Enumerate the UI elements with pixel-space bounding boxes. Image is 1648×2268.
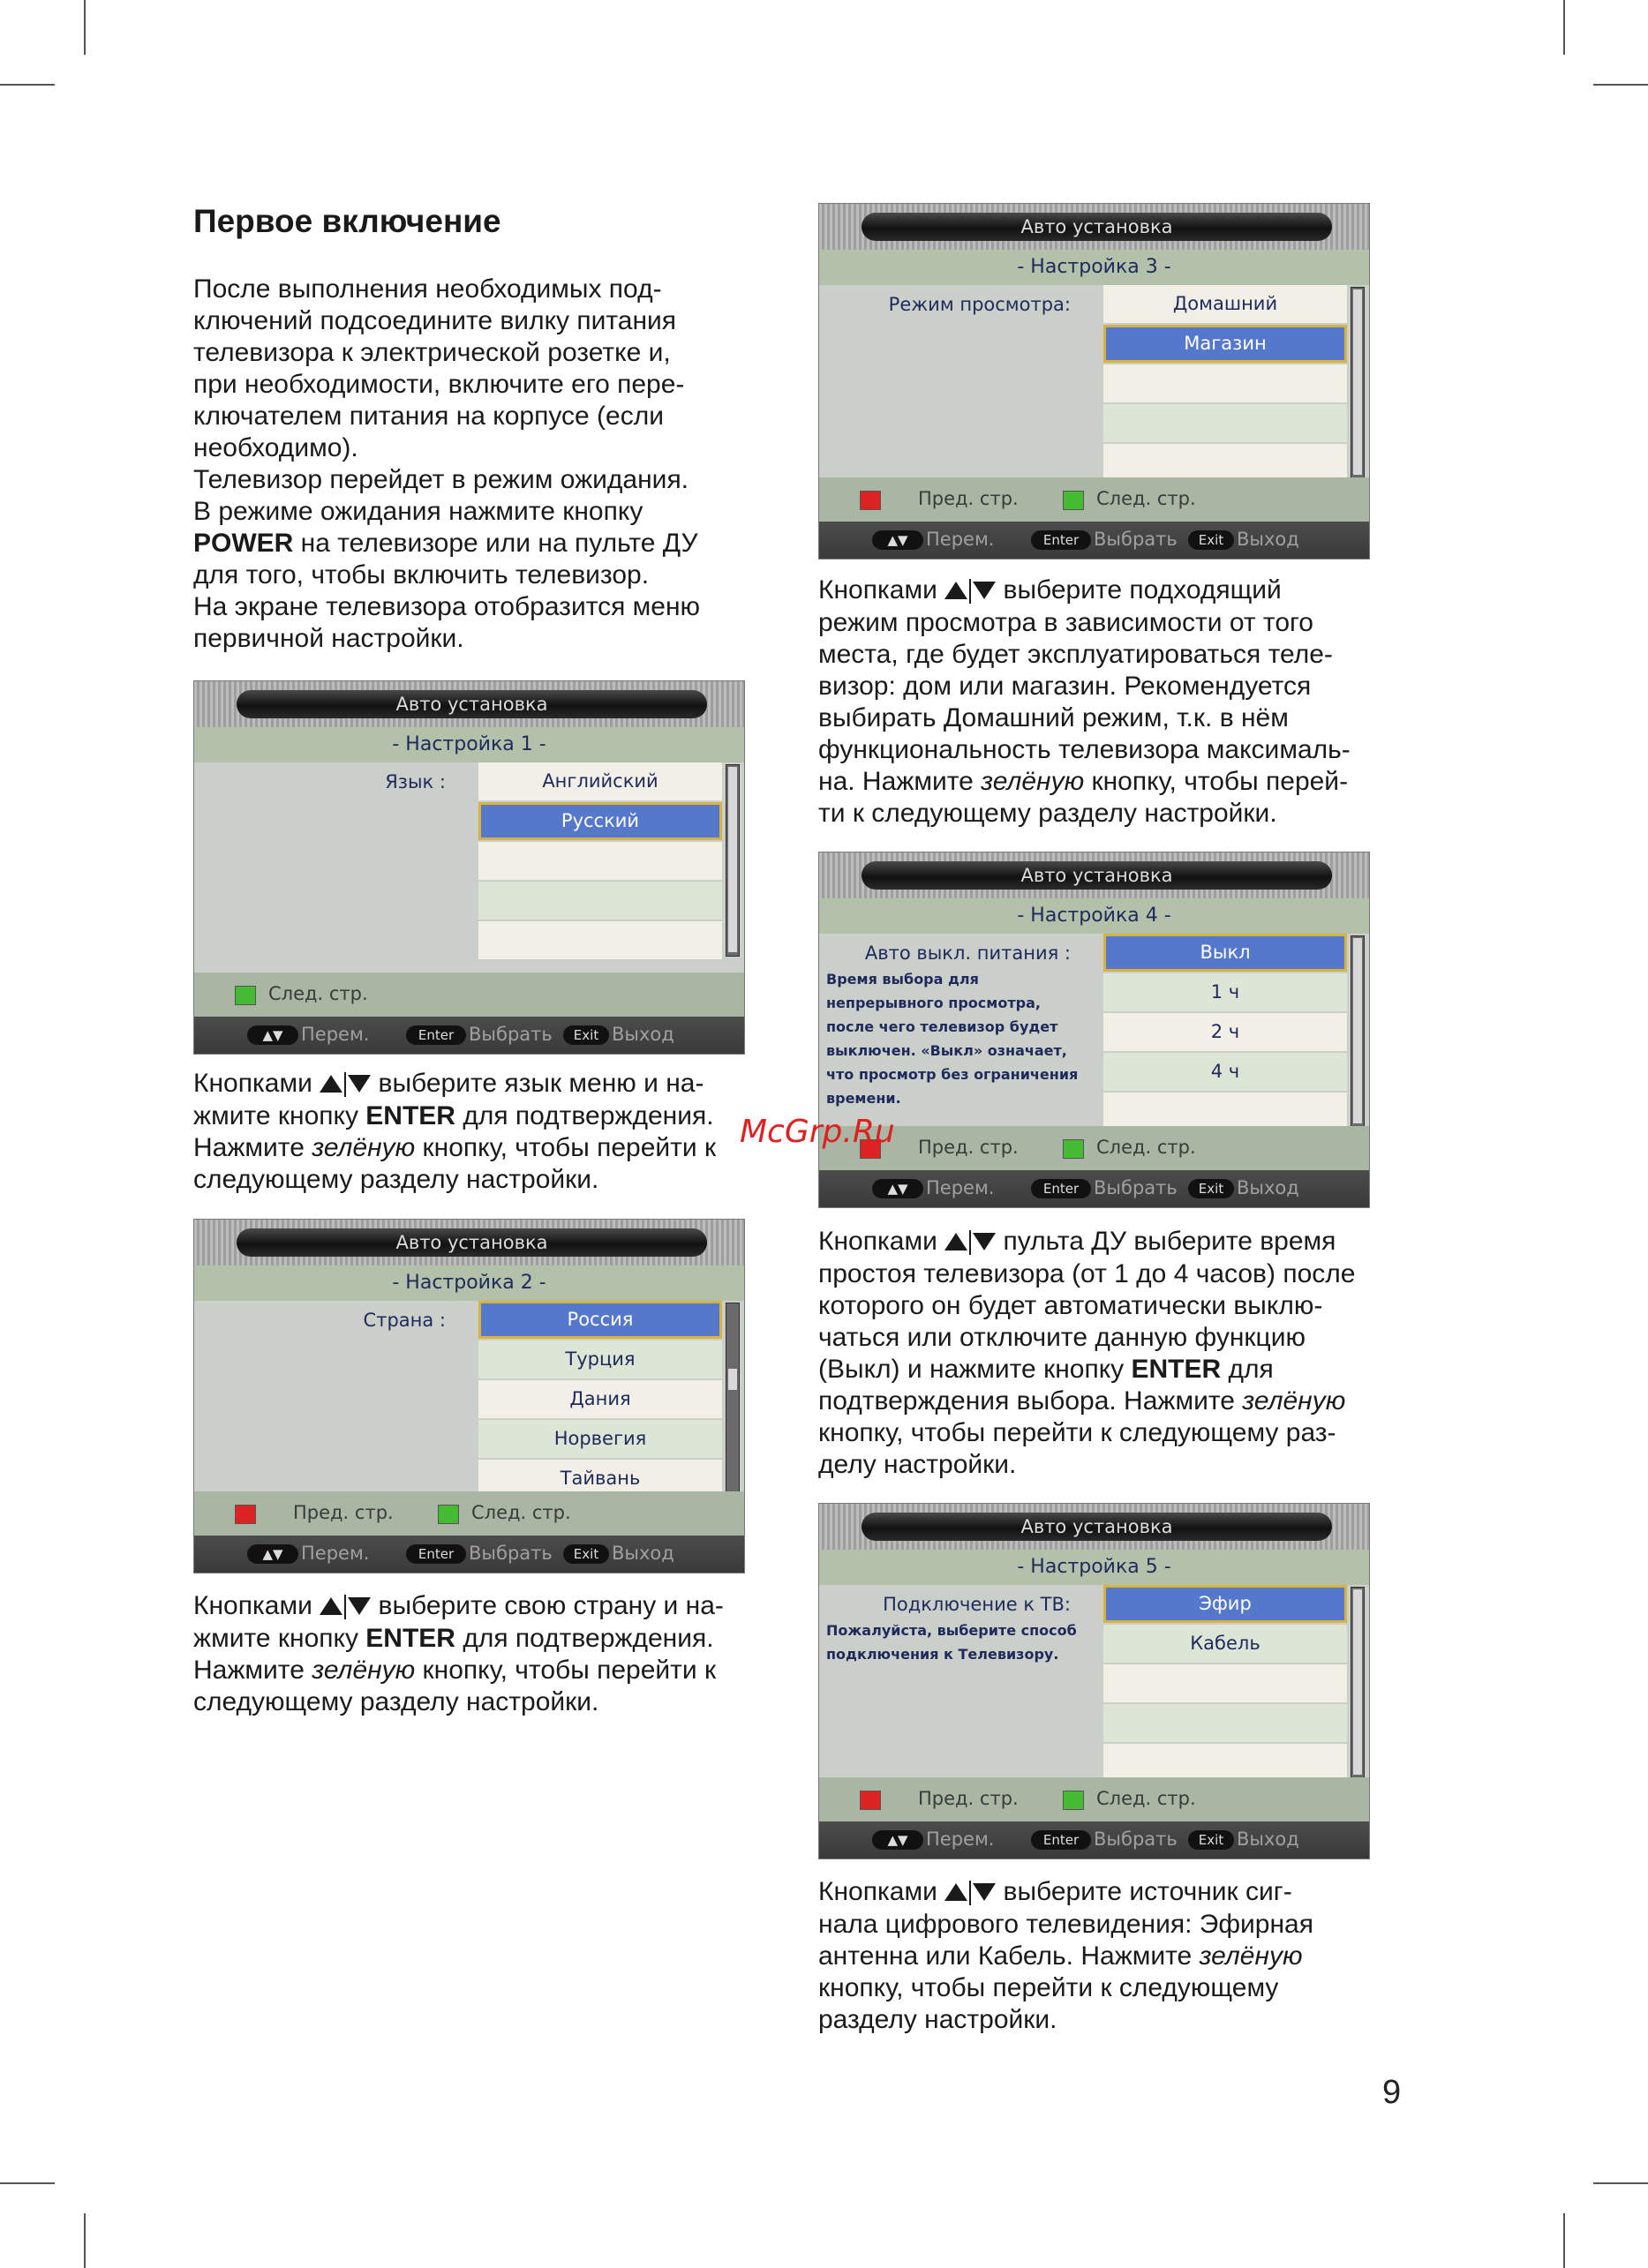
screen-subtitle: - Настройка 1 -: [194, 727, 744, 762]
text-line: [818, 607, 1351, 639]
option-item[interactable]: Кабель: [1103, 1625, 1347, 1663]
red-key-icon: [860, 1791, 881, 1810]
select-hint-label: Выбрать: [469, 1543, 553, 1564]
control-hint-bar: [819, 1170, 1369, 1207]
text-segment: простоя телевизора (от 1 до 4 часов) после: [818, 1259, 1356, 1288]
text-line: [193, 1686, 724, 1718]
next-page-label: След. стр.: [1096, 1137, 1196, 1158]
enter-key-icon: Enter: [406, 1025, 466, 1045]
option-label: Авто выкл. питания :: [864, 942, 1071, 964]
scrollbar[interactable]: [726, 764, 740, 957]
setup-screen-4: [818, 852, 1370, 1208]
text-line: [193, 401, 700, 432]
description-line: времени.: [826, 1090, 901, 1107]
arrow-keys-icon: ▲▼: [247, 1544, 298, 1564]
text-segment: для подтверждения.: [455, 1624, 714, 1653]
control-hint-bar: [819, 522, 1369, 559]
exit-hint-label: Выход: [1237, 529, 1299, 550]
prev-page-label: Пред. стр.: [293, 1502, 394, 1523]
screen-title: Авто установка: [862, 861, 1332, 890]
exit-key-icon: Exit: [563, 1025, 609, 1045]
text-line: [818, 1876, 1313, 1909]
scrollbar-thumb[interactable]: [1353, 938, 1362, 1123]
screen-subtitle: - Настройка 5 -: [819, 1550, 1369, 1585]
setup-screen-1: [193, 680, 745, 1055]
screen-subtitle: - Настройка 3 -: [819, 250, 1369, 285]
control-hint-bar: [194, 1017, 744, 1054]
exit-key-icon: Exit: [1188, 1830, 1234, 1850]
scrollbar[interactable]: [1351, 1587, 1365, 1779]
select-hint-label: Выбрать: [1094, 1177, 1178, 1198]
select-hint-label: Выбрать: [1094, 529, 1178, 550]
text-line: [193, 1068, 716, 1100]
text-segment: Кнопками: [818, 575, 945, 605]
move-hint-label: Перем.: [926, 529, 995, 550]
instruction-paragraph: [193, 1590, 724, 1718]
italic-text: зелёную: [1242, 1386, 1346, 1416]
text-segment: ти к следующему разделу настройки.: [818, 799, 1277, 828]
text-line: [818, 1909, 1313, 1941]
option-list: [1103, 285, 1347, 484]
enter-key-icon: Enter: [1031, 1830, 1091, 1850]
text-segment: нала цифрового телевидения: Эфирная: [818, 1910, 1313, 1939]
crop-mark: [0, 84, 55, 86]
option-list: [478, 762, 722, 961]
screen-header: [819, 204, 1369, 250]
screen-header: [819, 852, 1369, 898]
text-segment: В режиме ожидания нажмите кнопку: [193, 497, 643, 526]
enter-key-icon: Enter: [1031, 530, 1091, 550]
text-line: [818, 1449, 1355, 1481]
select-hint-label: Выбрать: [1094, 1829, 1178, 1850]
italic-text: зелёную: [312, 1133, 416, 1162]
option-item-selected[interactable]: Магазин: [1103, 325, 1347, 363]
text-segment: Кнопками: [818, 1877, 945, 1906]
text-segment: Нажмите: [193, 1656, 312, 1685]
text-segment: Нажмите: [193, 1133, 312, 1162]
italic-text: зелёную: [312, 1656, 416, 1685]
page-title: Первое включение: [193, 203, 501, 239]
option-label: Режим просмотра:: [888, 294, 1071, 315]
description-line: что просмотр без ограничения: [826, 1066, 1079, 1083]
option-item[interactable]: Турция: [478, 1341, 722, 1378]
setup-screen-3: [818, 203, 1370, 559]
text-line: [818, 1226, 1355, 1258]
italic-text: зелёную: [1199, 1941, 1303, 1971]
option-item-selected[interactable]: Россия: [478, 1301, 722, 1339]
scrollbar[interactable]: [726, 1303, 740, 1495]
option-item[interactable]: 2 ч: [1103, 1013, 1347, 1051]
arrow-up-icon: [944, 582, 967, 599]
option-item[interactable]: [478, 882, 722, 920]
watermark: McGrp.Ru: [740, 1114, 895, 1150]
next-page-label: След. стр.: [268, 983, 368, 1004]
text-segment: для того, чтобы включить телевизор.: [193, 560, 650, 590]
text-line: [193, 1164, 716, 1196]
option-item[interactable]: 1 ч: [1103, 973, 1347, 1011]
text-line: [818, 1322, 1355, 1354]
arrow-down-icon: [973, 1883, 996, 1901]
exit-key-icon: Exit: [1188, 1179, 1234, 1198]
scrollbar[interactable]: [1351, 287, 1365, 479]
arrow-up-icon: [944, 1233, 967, 1250]
screen-title: Авто установка: [862, 1513, 1332, 1541]
option-label: Страна :: [363, 1310, 446, 1331]
option-item-selected[interactable]: Выкл: [1103, 934, 1347, 972]
text-segment: подтверждения выбора. Нажмите: [818, 1386, 1243, 1416]
text-line: [193, 1132, 716, 1164]
text-line: [193, 305, 700, 337]
text-line: [193, 274, 700, 305]
text-segment: На экране телевизора отобразится меню: [193, 592, 701, 621]
exit-key-icon: Exit: [563, 1544, 609, 1564]
text-segment: функциональность телевизора максималь-: [818, 735, 1351, 764]
text-line: [193, 1623, 724, 1655]
text-segment: После выполнения необходимых под-: [193, 274, 662, 304]
text-segment: делу настройки.: [818, 1450, 1017, 1479]
up-down-arrows-icon: [944, 1877, 996, 1909]
page-nav-bar: [819, 1126, 1369, 1170]
text-line: [193, 528, 700, 559]
arrow-down-icon: [348, 1597, 371, 1615]
select-hint-label: Выбрать: [469, 1024, 553, 1045]
intro-paragraph: [193, 274, 700, 655]
page-number: 9: [1382, 2074, 1402, 2111]
text-segment: для: [1221, 1355, 1274, 1384]
text-line: [818, 639, 1351, 671]
text-segment: которого он будет автоматически выклю-: [818, 1291, 1323, 1320]
text-segment: кнопку, чтобы перей-: [1084, 767, 1349, 796]
green-key-icon: [235, 986, 256, 1005]
option-item[interactable]: [1103, 1664, 1347, 1702]
text-segment: на. Нажмите: [818, 767, 982, 796]
arrow-keys-icon: ▲▼: [872, 530, 923, 550]
arrow-up-icon: [320, 1075, 342, 1093]
separator: [969, 1881, 971, 1905]
italic-text: зелёную: [981, 767, 1085, 796]
instruction-paragraph: [818, 1876, 1313, 2036]
option-item[interactable]: [1103, 1744, 1347, 1782]
option-description: [826, 967, 1078, 1110]
screen-subtitle: - Настройка 4 -: [819, 898, 1369, 934]
scrollbar-thumb[interactable]: [728, 1369, 737, 1389]
text-segment: места, где будет эксплуатироваться теле-: [818, 640, 1333, 669]
enter-key-icon: Enter: [1031, 1179, 1091, 1198]
text-line: [193, 337, 700, 369]
text-line: [193, 623, 700, 655]
up-down-arrows-icon: [320, 1069, 371, 1100]
text-segment: выберите свою страну и на-: [371, 1591, 724, 1620]
page-nav-bar: [819, 1777, 1369, 1821]
option-label: Подключение к ТВ:: [883, 1594, 1071, 1615]
move-hint-label: Перем.: [926, 1829, 995, 1850]
page-nav-bar: [819, 477, 1369, 522]
bold-text: ENTER: [1131, 1355, 1222, 1384]
prev-page-label: Пред. стр.: [918, 488, 1019, 509]
arrow-keys-icon: ▲▼: [872, 1179, 923, 1198]
text-segment: кнопку, чтобы перейти к: [415, 1656, 717, 1685]
prev-page-label: Пред. стр.: [918, 1137, 1019, 1158]
enter-key-icon: Enter: [406, 1544, 466, 1564]
text-segment: (Выкл) и нажмите кнопку: [818, 1355, 1132, 1384]
option-item[interactable]: Норвегия: [478, 1420, 722, 1458]
green-key-icon: [1063, 491, 1084, 510]
exit-key-icon: Exit: [1188, 530, 1234, 550]
text-line: [193, 432, 700, 464]
option-item[interactable]: [1103, 1704, 1347, 1742]
exit-hint-label: Выход: [612, 1543, 674, 1564]
text-line: [193, 559, 700, 591]
text-segment: жмите кнопку: [193, 1101, 366, 1130]
description-line: подключения к Телевизору.: [826, 1646, 1059, 1663]
text-segment: антенна или Кабель. Нажмите: [818, 1941, 1200, 1971]
text-line: [193, 496, 700, 528]
text-line: [818, 734, 1351, 766]
text-segment: ключений подсоедините вилку питания: [193, 306, 677, 335]
page-nav-bar: [194, 973, 744, 1017]
option-list: [1103, 1585, 1347, 1784]
text-segment: выберите подходящий: [996, 575, 1282, 605]
separator: [969, 1230, 971, 1255]
text-segment: кнопку, чтобы перейти к следующему раз-: [818, 1418, 1336, 1447]
crop-mark: [1593, 84, 1648, 86]
text-line: [818, 798, 1351, 830]
option-item[interactable]: [1103, 444, 1347, 482]
option-item-selected[interactable]: Русский: [478, 802, 722, 840]
crop-mark: [1563, 2213, 1565, 2268]
crop-mark: [84, 2213, 86, 2268]
red-key-icon: [235, 1505, 256, 1524]
next-page-label: След. стр.: [1096, 488, 1196, 509]
arrow-keys-icon: ▲▼: [872, 1830, 923, 1850]
arrow-down-icon: [973, 582, 996, 599]
control-hint-bar: [819, 1821, 1369, 1859]
text-line: [818, 1417, 1355, 1449]
setup-screen-5: [818, 1503, 1370, 1859]
option-list: [1103, 934, 1347, 1132]
text-line: [818, 766, 1351, 798]
text-segment: пульта ДУ выберите время: [996, 1227, 1336, 1256]
screen-header: [194, 681, 744, 727]
text-segment: выберите источник сиг-: [996, 1877, 1292, 1906]
setup-screen-2: [193, 1219, 745, 1573]
text-segment: жмите кнопку: [193, 1624, 366, 1653]
arrow-up-icon: [320, 1597, 342, 1615]
text-segment: первичной настройки.: [193, 624, 464, 653]
screen-title: Авто установка: [237, 1228, 707, 1257]
text-line: [818, 1972, 1313, 2004]
text-line: [193, 464, 700, 496]
bold-text: POWER: [193, 529, 294, 558]
text-segment: выбирать Домашний режим, т.к. в нём: [818, 703, 1289, 732]
green-key-icon: [438, 1505, 459, 1524]
option-item[interactable]: Тайвань: [478, 1460, 722, 1498]
next-page-label: След. стр.: [1096, 1788, 1196, 1809]
page-nav-bar: [194, 1491, 744, 1536]
text-segment: Телевизор перейдет в режим ожидания.: [193, 465, 689, 494]
text-segment: для подтверждения.: [455, 1101, 714, 1130]
move-hint-label: Перем.: [926, 1177, 995, 1198]
exit-hint-label: Выход: [1237, 1829, 1299, 1850]
screen-subtitle: - Настройка 2 -: [194, 1265, 744, 1301]
next-page-label: След. стр.: [471, 1502, 571, 1523]
text-segment: на телевизоре или на пульте ДУ: [293, 529, 698, 558]
text-segment: ключателем питания на корпусе (если: [193, 402, 664, 431]
bold-text: ENTER: [365, 1624, 455, 1653]
text-line: [193, 591, 700, 623]
text-line: [818, 1258, 1355, 1290]
text-segment: Кнопками: [818, 1227, 945, 1256]
screen-title: Авто установка: [862, 213, 1332, 241]
green-key-icon: [1063, 1139, 1084, 1159]
option-item[interactable]: Дания: [478, 1380, 722, 1418]
scrollbar-thumb[interactable]: [1353, 1589, 1362, 1775]
arrow-keys-icon: ▲▼: [247, 1025, 298, 1045]
text-line: [193, 1655, 724, 1686]
option-item[interactable]: [478, 921, 722, 959]
text-line: [818, 671, 1351, 702]
text-line: [818, 702, 1351, 734]
up-down-arrows-icon: [320, 1591, 371, 1623]
text-segment: чаться или отключите данную функцию: [818, 1323, 1306, 1352]
arrow-up-icon: [944, 1883, 967, 1901]
scrollbar-thumb[interactable]: [728, 767, 737, 952]
text-line: [193, 1590, 724, 1623]
screen-title: Авто установка: [237, 690, 707, 718]
exit-hint-label: Выход: [612, 1024, 674, 1045]
text-segment: следующему разделу настройки.: [193, 1687, 599, 1716]
description-line: Пожалуйста, выберите способ: [826, 1622, 1077, 1639]
red-key-icon: [860, 491, 881, 510]
text-segment: Кнопками: [193, 1069, 320, 1098]
exit-hint-label: Выход: [1237, 1177, 1299, 1198]
description-line: выключен. «Выкл» означает,: [826, 1042, 1067, 1059]
text-segment: выберите язык меню и на-: [371, 1069, 704, 1098]
option-item[interactable]: Английский: [478, 762, 722, 800]
move-hint-label: Перем.: [301, 1543, 370, 1564]
text-segment: телевизора к электрической розетке и,: [193, 338, 671, 367]
screen-header: [819, 1504, 1369, 1550]
instruction-paragraph: [818, 1226, 1355, 1481]
prev-page-label: Пред. стр.: [918, 1788, 1019, 1809]
crop-mark: [1563, 0, 1565, 55]
text-line: [818, 1386, 1355, 1417]
bold-text: ENTER: [365, 1101, 455, 1130]
text-segment: кнопку, чтобы перейти к следующему: [818, 1973, 1279, 2002]
option-label: Язык :: [385, 771, 446, 792]
up-down-arrows-icon: [944, 1227, 996, 1258]
description-line: непрерывного просмотра,: [826, 995, 1041, 1011]
instruction-paragraph: [193, 1068, 716, 1196]
crop-mark: [0, 2182, 55, 2184]
crop-mark: [1593, 2182, 1648, 2184]
option-item[interactable]: 4 ч: [1103, 1053, 1347, 1091]
option-item[interactable]: [478, 842, 722, 880]
text-segment: следующему разделу настройки.: [193, 1165, 599, 1194]
text-line: [818, 1290, 1355, 1322]
separator: [969, 579, 971, 604]
text-line: [818, 2004, 1313, 2036]
scrollbar-thumb[interactable]: [1353, 289, 1362, 475]
text-segment: разделу настройки.: [818, 2005, 1057, 2034]
text-segment: визор: дом или магазин. Рекомендуется: [818, 672, 1312, 701]
text-segment: Кнопками: [193, 1591, 320, 1620]
text-segment: необходимо).: [193, 433, 358, 462]
description-line: Время выбора для: [826, 971, 979, 988]
option-item-selected[interactable]: Эфир: [1103, 1585, 1347, 1623]
separator: [344, 1072, 346, 1097]
arrow-down-icon: [348, 1075, 371, 1093]
instruction-paragraph: [818, 575, 1351, 830]
text-segment: режим просмотра в зависимости от того: [818, 608, 1313, 637]
control-hint-bar: [194, 1536, 744, 1573]
scrollbar[interactable]: [1351, 935, 1365, 1128]
up-down-arrows-icon: [944, 575, 996, 607]
option-item[interactable]: [1103, 404, 1347, 442]
text-line: [818, 1941, 1313, 1972]
option-item[interactable]: [1103, 364, 1347, 402]
separator: [344, 1595, 346, 1619]
description-line: после чего телевизор будет: [826, 1018, 1058, 1035]
option-item[interactable]: Домашний: [1103, 285, 1347, 323]
screen-header: [194, 1220, 744, 1265]
text-line: [818, 1354, 1355, 1386]
text-line: [193, 369, 700, 401]
text-segment: при необходимости, включите его пере-: [193, 370, 685, 399]
option-description: [826, 1618, 1077, 1666]
text-segment: кнопку, чтобы перейти к: [415, 1133, 717, 1162]
move-hint-label: Перем.: [301, 1024, 370, 1045]
green-key-icon: [1063, 1791, 1084, 1810]
text-line: [193, 1100, 716, 1132]
option-list: [478, 1301, 722, 1499]
arrow-down-icon: [973, 1233, 996, 1250]
crop-mark: [84, 0, 86, 55]
option-item[interactable]: [1103, 1093, 1347, 1130]
text-line: [818, 575, 1351, 607]
